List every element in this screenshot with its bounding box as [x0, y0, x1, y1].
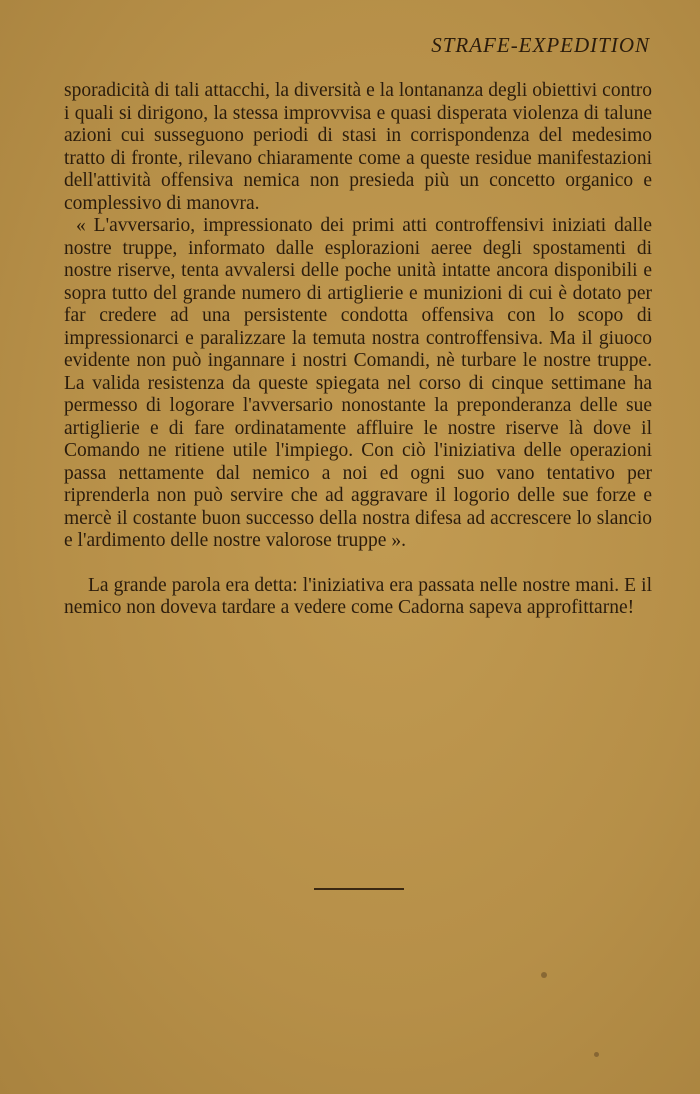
page-body	[64, 80, 652, 620]
paragraph-continuation: sporadicità di tali attacchi, la diversità e la lontananza degli obiettivi contro i quali si dirigono, la stessa improvvisa e quasi disperata violenza di talune azioni cui susseguono periodi di stasi in corrispondenza del medesimo tratto di fronte, rilevano chiaramente come a queste residue manifestazioni dell'attività offensiva nemica non presieda più un concetto organico e complessivo di manovra.	[64, 80, 652, 214]
paper-spot	[594, 1052, 599, 1057]
paragraph-quotation: « L'avversario, impressionato dei primi atti controffensivi iniziati dalle nostre truppe, informato dalle esplorazioni aeree degli spostamenti di nostre riserve, tenta avvalersi delle poche unità intatte ancora disponibili e sopra tutto del grande numero di artiglierie e munizioni di cui è dotato per far credere ad una persistente condotta offensiva con lo scopo di impressionarci e paralizzare la temuta nostra controffensiva. Ma il giuoco evidente non può ingannare i nostri Comandi, nè turbare le nostre truppe. La valida resistenza da queste spiegata nel corso di cinque settimane ha permesso di logorare l'avversario nonostante la preponderanza delle sue artiglierie e di fare ordinatamente affluire le nostre riserve là dove il Comando ne ritiene utile l'impiego. Con ciò l'iniziativa delle operazioni passa nettamente dal nemico a noi ed ogni suo vano tentativo per riprenderla non può servire che ad aggravare il logorio delle sue forze e mercè il costante buon successo della nostra difesa ad accrescere lo slancio e l'ardimento delle nostre valorose truppe ».	[64, 215, 652, 551]
paper-spot	[541, 972, 547, 978]
paragraph-closing: La grande parola era detta: l'iniziativa era passata nelle nostre mani. E il nemico non doveva tardare a vedere come Cadorna sapeva approfittarne!	[64, 574, 652, 618]
section-rule	[314, 888, 404, 890]
running-head: STRAFE-EXPEDITION	[431, 33, 650, 57]
